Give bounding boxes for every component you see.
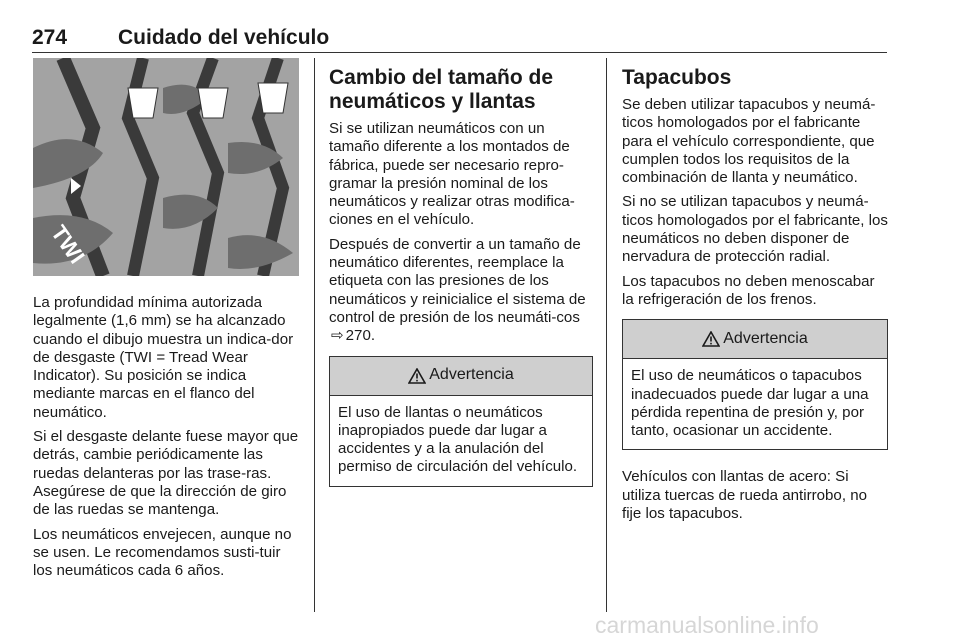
warning-text: El uso de neumáticos o tapacubos inadecuados puede dar lugar a una pérdida repentina de presión y, por tanto, ocasionar un accidente.: [631, 367, 869, 440]
warning-text: El uso de llantas o neumáticos inapropiados puede dar lugar a accidentes y a la anulación del permiso de circulación del vehículo.: [338, 403, 578, 476]
warning-title: Advertencia: [429, 366, 514, 384]
header-rule: [32, 52, 887, 53]
warning-box: [329, 356, 593, 487]
page-reference-arrow-icon: ⇨: [331, 327, 344, 345]
paragraph: La profundidad mínima autorizada legalmente (1,6 mm) se ha alcanzado cuando el dibujo muestra un indica-dor de desgaste (TWI = Tread Wear Indicator). Su posición se indica mediante marcas en el flanco del neumático.: [33, 294, 294, 421]
paragraph: Si se utilizan neumáticos con un tamaño diferente a los montados de fábrica, puede ser necesario repro-gramar la presión nominal de los neumáticos y realizar otras modifica-ciones en el vehículo.: [329, 120, 575, 229]
column-middle: [329, 58, 593, 499]
page-header: [32, 26, 887, 54]
warning-box: [622, 319, 888, 450]
warning-triangle-icon: [408, 368, 426, 384]
warning-title: Advertencia: [723, 330, 808, 348]
page-number: 274: [32, 26, 68, 49]
paragraph: Los neumáticos envejecen, aunque no se usen. Le recomendamos susti-tuir los neumáticos cada 6 años.: [33, 525, 292, 580]
warning-header: [330, 357, 592, 396]
column-right: [622, 58, 888, 529]
paragraph: Se deben utilizar tapacubos y neumá-ticos homologados por el fabricante para el vehículo correspondiente, que cumplen todos los requisitos de la combinación de llanta y neumático.: [622, 96, 876, 187]
column-divider-1: [314, 58, 315, 612]
column-divider-2: [606, 58, 607, 612]
paragraph-text: Después de convertir a un tamaño de neumático diferentes, reemplace la etiqueta con las presiones de los neumáticos y reinicialice el sistema de control de presión de los neumáti-cos: [329, 235, 586, 326]
section-heading: Tapacubos: [622, 66, 732, 89]
paragraph: Los tapacubos no deben menoscabar la refrigeración de los frenos.: [622, 272, 875, 308]
page-title: Cuidado del vehículo: [118, 26, 330, 49]
page-reference-link[interactable]: 270.: [345, 327, 376, 345]
column-left: [33, 58, 301, 586]
warning-header: [623, 320, 887, 359]
twi-marking: TWI: [46, 220, 90, 269]
tire-tread-image: [33, 58, 299, 276]
watermark: carmanualsonline.info: [595, 612, 819, 638]
paragraph: Si el desgaste delante fuese mayor que detrás, cambie periódicamente las ruedas delanteras por las trase-ras. Asegúrese de que la dirección de giro de las ruedas se mantenga.: [33, 428, 299, 519]
warning-triangle-icon: [702, 331, 720, 347]
paragraph: [329, 236, 593, 346]
paragraph: Vehículos con llantas de acero: Si utiliza tuercas de rueda antirrobo, no fije los tapacubos.: [622, 468, 868, 523]
section-heading: Cambio del tamaño de neumáticos y llantas: [329, 66, 554, 113]
paragraph: Si no se utilizan tapacubos y neumá-ticos homologados por el fabricante, los neumáticos no deben disponer de nervadura de protección radial.: [622, 193, 888, 266]
